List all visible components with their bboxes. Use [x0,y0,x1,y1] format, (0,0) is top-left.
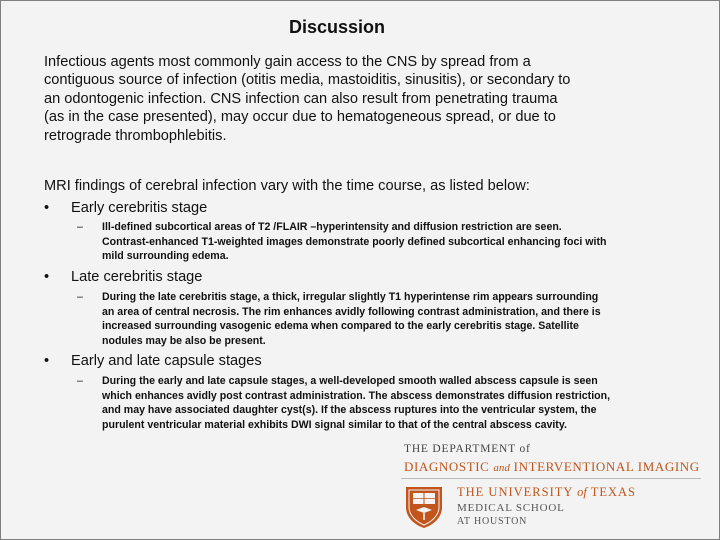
stage-label: Early cerebritis stage [71,200,208,216]
detail-line: which enhances avidly post contrast administration. The abscess demonstrates diffusion restriction, [102,389,611,402]
medical-school-name: MEDICAL SCHOOL [457,502,565,514]
ut-shield-icon [404,485,444,529]
detail-line: an area of central necrosis. The rim enhances avidly following contrast administration, and there is [102,305,601,318]
intro-line: an odontogenic infection. CNS infection can also result from penetrating trauma [44,90,558,107]
detail-line: During the early and late capsule stages, a well-developed smooth walled abscess capsule is seen [102,375,598,387]
bullet-icon: • [44,269,50,285]
university-name-a: THE UNIVERSITY [457,485,573,499]
detail-line: mild surrounding edema. [102,250,229,263]
dept-name-line2 [404,459,700,475]
detail-line: increased surrounding vasogenic edema when compared to the early cerebritis stage. Satellite [102,320,579,333]
stage-label: Late cerebritis stage [71,269,203,285]
dept-name-interventional: INTERVENTIONAL IMAGING [513,459,700,474]
stage-detail-text [102,374,680,432]
bullet-icon: • [44,353,50,369]
dash-icon: – [77,291,83,303]
detail-line: purulent ventricular material exhibits DWI signal similar to that of the central abscess cavity. [102,418,567,431]
university-name [457,485,636,500]
university-name-of: of [577,485,587,499]
logo-divider [401,478,701,479]
slide-title: Discussion [288,17,386,37]
stage-label: Early and late capsule stages [71,353,262,369]
dash-icon: – [77,375,83,387]
stage-detail-text [102,220,680,264]
intro-line: contiguous source of infection (otitis media, mastoiditis, sinusitis), or secondary to [44,72,571,89]
detail-line: Ill-defined subcortical areas of T2 /FLAIR –hyperintensity and diffusion restriction are seen. [102,221,562,233]
university-name-b: TEXAS [590,485,636,499]
bullet-icon: • [44,200,50,216]
intro-line: Infectious agents most commonly gain access to the CNS by spread from a [44,54,531,70]
dept-name-line1: THE DEPARTMENT of [404,443,531,455]
dash-icon: – [77,221,83,233]
campus-name: AT HOUSTON [457,516,528,527]
intro-line: retrograde thrombophlebitis. [44,127,227,144]
stage-detail-text [102,290,680,348]
detail-line: nodules may be also be present. [102,334,266,347]
dept-name-diagnostic: DIAGNOSTIC [404,459,490,474]
detail-line: During the late cerebritis stage, a thick, irregular slightly T1 hyperintense rim appears surrounding [102,291,599,303]
detail-line: Contrast-enhanced T1-weighted images demonstrate poorly defined subcortical enhancing foci with [102,235,607,248]
intro-paragraph [44,53,694,145]
dept-name-and: and [493,462,510,474]
intro-line: (as in the case presented), may occur due to hematogeneous spread, or due to [44,109,556,126]
department-logo [401,441,701,533]
mri-heading: MRI findings of cerebral infection vary with the time course, as listed below: [44,178,530,194]
detail-line: and may have associated daughter cyst(s). If the abscess ruptures into the ventricular system, the [102,404,597,417]
